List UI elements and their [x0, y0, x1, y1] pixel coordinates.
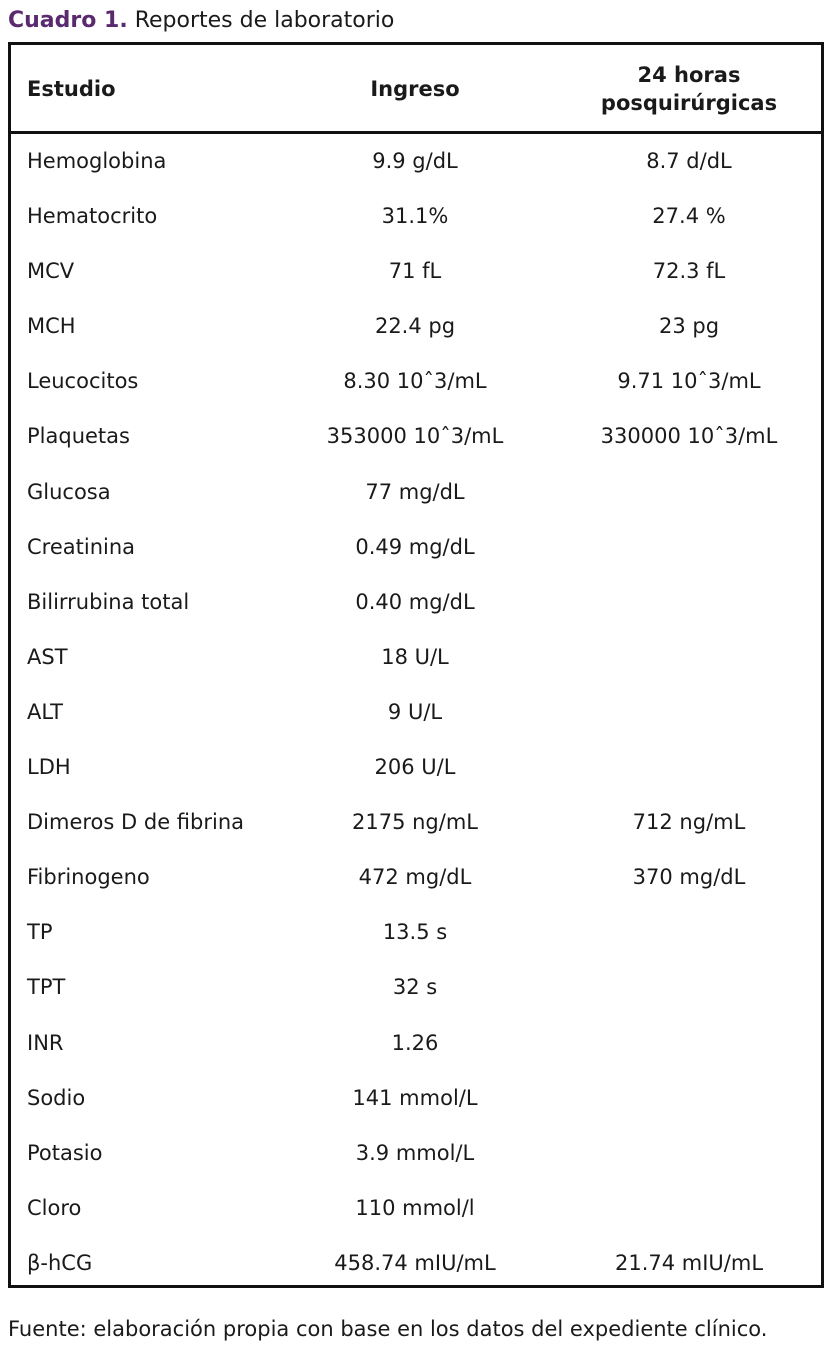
cell-ingreso: 1.26: [391, 1030, 439, 1055]
table-row: [11, 1236, 821, 1291]
cell-ingreso: 9 U/L: [387, 699, 443, 724]
cell-ingreso: 206 U/L: [374, 755, 456, 780]
table-row: [11, 189, 821, 244]
cell-24-horas: 712 ng/mL: [632, 810, 746, 835]
cell-ingreso: 0.40 mg/dL: [355, 589, 475, 614]
cell-ingreso: 31.1%: [381, 204, 449, 229]
header-ingreso: Ingreso: [370, 77, 460, 101]
lab-results-table: [8, 42, 824, 1288]
cell-estudio: Hemoglobina: [27, 149, 167, 173]
table-row: [11, 299, 821, 354]
cell-ingreso: 458.74 mIU/mL: [334, 1250, 496, 1275]
cell-ingreso: 22.4 pg: [374, 314, 456, 339]
cell-estudio: Dimeros D de fibrina: [27, 810, 244, 835]
caption-title: Reportes de laboratorio: [134, 8, 395, 33]
cell-estudio: Leucocitos: [27, 369, 139, 394]
caption-label: Cuadro 1.: [8, 8, 128, 33]
cell-ingreso: 2175 ng/mL: [352, 810, 478, 835]
cell-estudio: ALT: [27, 699, 64, 724]
cell-estudio: Glucosa: [27, 479, 111, 504]
table-row: [11, 960, 821, 1015]
cell-estudio: Creatinina: [27, 534, 136, 559]
cell-estudio: MCV: [27, 259, 75, 284]
source-footnote: Fuente: elaboración propia con base en los datos del expediente clínico.: [8, 1317, 768, 1341]
table-row: [11, 244, 821, 299]
cell-estudio: Fibrinogeno: [27, 865, 150, 890]
table-row: [11, 740, 821, 795]
table-row: [11, 1126, 821, 1181]
cell-24-horas: 27.4 %: [652, 204, 726, 229]
table-row: [11, 850, 821, 905]
header-24-horas-line1: 24 horas: [637, 63, 741, 87]
cell-24-horas: 370 mg/dL: [632, 865, 746, 890]
cell-estudio: INR: [27, 1030, 64, 1055]
cell-estudio: TPT: [27, 975, 66, 1000]
cell-ingreso: 8.30 10ˆ3/mL: [343, 369, 487, 394]
cell-ingreso: 77 mg/dL: [365, 479, 465, 504]
table-row: [11, 354, 821, 409]
cell-ingreso: 13.5 s: [382, 920, 448, 945]
table-row: [11, 465, 821, 520]
cell-ingreso: 353000 10ˆ3/mL: [326, 424, 504, 449]
cell-estudio: Cloro: [27, 1195, 82, 1220]
table-row: [11, 1016, 821, 1071]
cell-estudio: LDH: [27, 755, 71, 780]
table-row: [11, 1071, 821, 1126]
cell-24-horas: 21.74 mIU/mL: [614, 1250, 764, 1275]
table-header: [11, 45, 821, 134]
cell-estudio: Plaquetas: [27, 424, 130, 449]
cell-estudio: TP: [27, 920, 53, 945]
table-body: [11, 134, 821, 1291]
table-caption: [8, 6, 394, 36]
table-row: [11, 905, 821, 960]
cell-ingreso: 110 mmol/l: [355, 1195, 475, 1220]
table-row: [11, 575, 821, 630]
header-24-horas-line2: posquirúrgicas: [600, 91, 778, 115]
cell-24-horas: 330000 10ˆ3/mL: [600, 424, 778, 449]
table-row: [11, 409, 821, 464]
cell-estudio: β-hCG: [27, 1250, 93, 1275]
table-row: [11, 685, 821, 740]
cell-24-horas: 9.71 10ˆ3/mL: [617, 369, 761, 394]
cell-24-horas: 72.3 fL: [652, 259, 726, 284]
cell-estudio: AST: [27, 644, 68, 669]
table-row: [11, 630, 821, 685]
header-estudio: Estudio: [27, 77, 116, 101]
table-row: [11, 520, 821, 575]
table-row: [11, 134, 821, 189]
cell-estudio: Hematocrito: [27, 204, 158, 229]
header-24-horas: [551, 61, 827, 117]
cell-ingreso: 71 fL: [388, 259, 442, 284]
cell-ingreso: 18 U/L: [381, 644, 449, 669]
cell-estudio: Bilirrubina total: [27, 589, 190, 614]
cell-estudio: Potasio: [27, 1140, 103, 1165]
cell-estudio: Sodio: [27, 1085, 86, 1110]
cell-ingreso: 32 s: [392, 975, 438, 1000]
cell-24-horas: 23 pg: [658, 314, 720, 339]
cell-ingreso: 9.9 g/dL: [372, 149, 458, 173]
table-row: [11, 1181, 821, 1236]
cell-ingreso: 3.9 mmol/L: [355, 1140, 475, 1165]
cell-ingreso: 141 mmol/L: [352, 1085, 478, 1110]
cell-ingreso: 0.49 mg/dL: [355, 534, 475, 559]
cell-estudio: MCH: [27, 314, 76, 339]
cell-24-horas: 8.7 d/dL: [646, 149, 732, 173]
cell-ingreso: 472 mg/dL: [358, 865, 472, 890]
table-row: [11, 795, 821, 850]
